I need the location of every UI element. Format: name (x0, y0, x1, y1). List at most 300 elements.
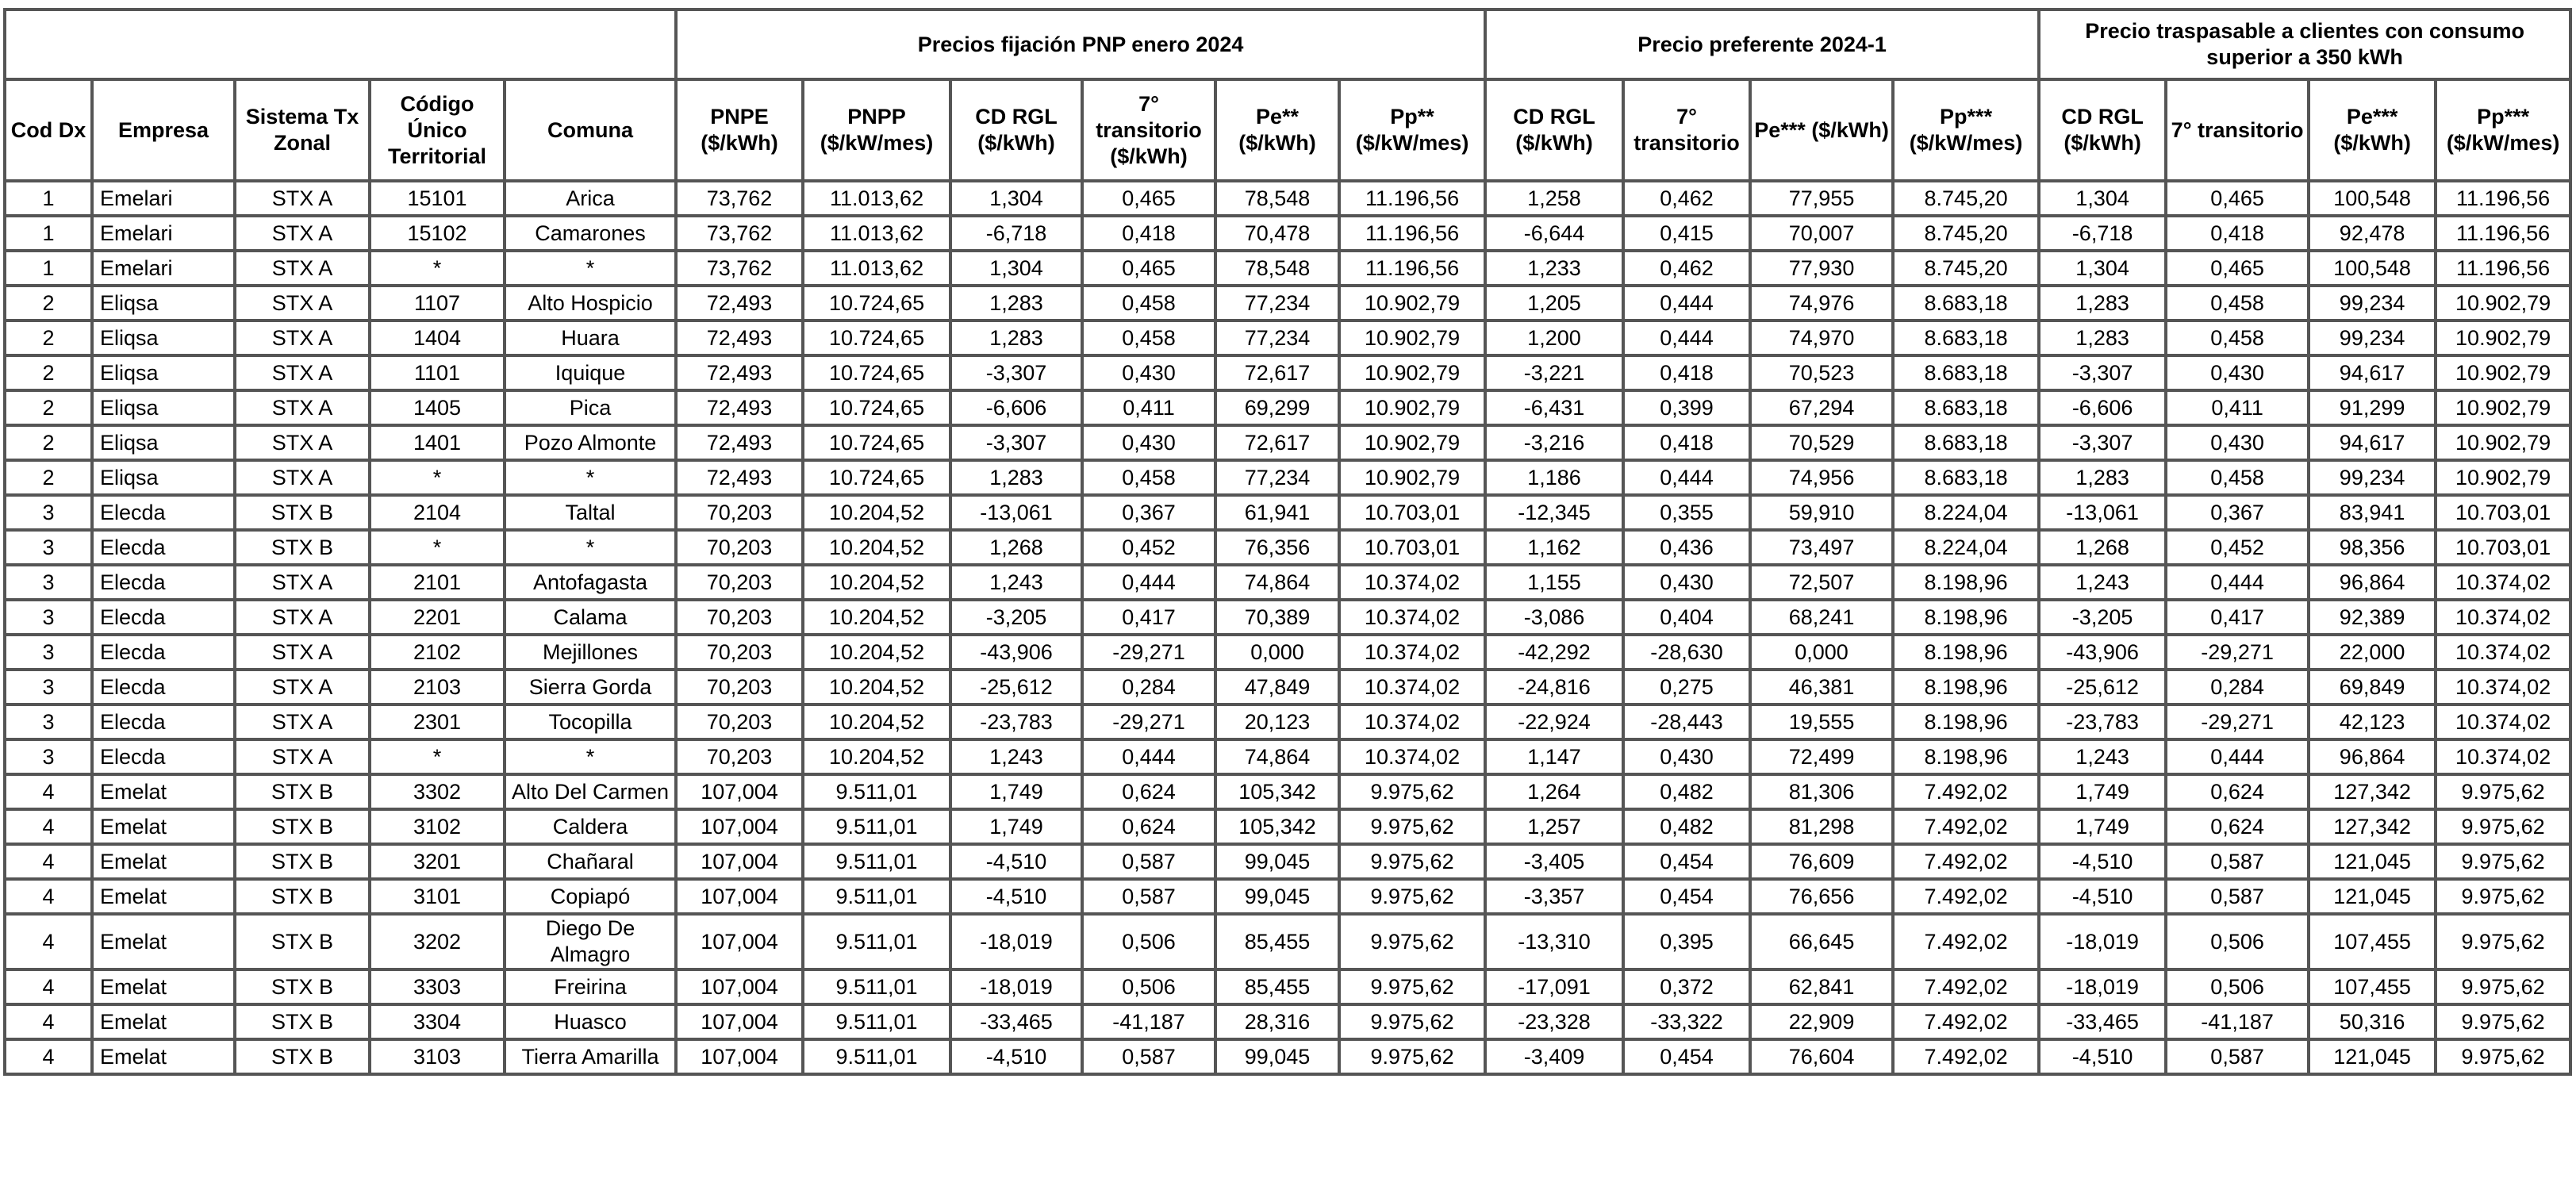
cell-pp-fijacion: 9.975,62 (1339, 844, 1485, 879)
cell-pe-fijacion: 99,045 (1215, 879, 1339, 914)
cell-sistema-tx-zonal: STX A (235, 739, 370, 774)
cell-comuna: Diego De Almagro (505, 914, 676, 969)
cell-codigo-unico-territorial: 3303 (370, 969, 505, 1004)
cell-pnpp: 9.511,01 (803, 809, 950, 844)
table-row (5, 530, 2570, 565)
cell-pnpp: 11.013,62 (803, 181, 950, 216)
cell-pnpe: 107,004 (676, 774, 803, 809)
cell-pe-fijacion: 74,864 (1215, 739, 1339, 774)
cell-pnpe: 72,493 (676, 321, 803, 355)
table-row (5, 460, 2570, 495)
cell-pe-preferente: 70,529 (1750, 425, 1893, 460)
cell-pp-preferente: 8.198,96 (1893, 739, 2039, 774)
cell-transitorio-traspasable: 0,458 (2166, 286, 2309, 321)
cell-comuna: Alto Del Carmen (505, 774, 676, 809)
cell-cd-rgl-fijacion: -3,307 (950, 425, 1082, 460)
table-row (5, 390, 2570, 425)
cell-pnpe: 107,004 (676, 1004, 803, 1039)
cell-pnpe: 70,203 (676, 495, 803, 530)
cell-transitorio-fijacion: 0,465 (1082, 181, 1215, 216)
cell-pe-preferente: 81,298 (1750, 809, 1893, 844)
cell-pe-preferente: 76,604 (1750, 1039, 1893, 1074)
cell-transitorio-traspasable: 0,417 (2166, 600, 2309, 635)
cell-pnpp: 10.204,52 (803, 635, 950, 670)
cell-sistema-tx-zonal: STX B (235, 1039, 370, 1074)
cell-pe-traspasable: 94,617 (2309, 425, 2436, 460)
cell-codigo-unico-territorial: 3101 (370, 879, 505, 914)
cell-pp-traspasable: 11.196,56 (2436, 216, 2570, 251)
cell-cod-dx: 3 (5, 704, 92, 739)
cell-cod-dx: 3 (5, 530, 92, 565)
cell-pnpp: 10.724,65 (803, 425, 950, 460)
cell-empresa: Eliqsa (92, 355, 235, 390)
cell-transitorio-preferente: -28,443 (1623, 704, 1750, 739)
cell-pe-fijacion: 85,455 (1215, 914, 1339, 969)
cell-transitorio-traspasable: 0,452 (2166, 530, 2309, 565)
cell-codigo-unico-territorial: * (370, 251, 505, 286)
cell-cd-rgl-preferente: -13,310 (1485, 914, 1623, 969)
cell-pp-traspasable: 10.902,79 (2436, 286, 2570, 321)
cell-pe-preferente: 67,294 (1750, 390, 1893, 425)
cell-cd-rgl-traspasable: -23,783 (2039, 704, 2166, 739)
cell-pp-preferente: 7.492,02 (1893, 844, 2039, 879)
cell-transitorio-fijacion: 0,411 (1082, 390, 1215, 425)
cell-sistema-tx-zonal: STX A (235, 704, 370, 739)
cell-pe-fijacion: 99,045 (1215, 844, 1339, 879)
cell-transitorio-traspasable: 0,411 (2166, 390, 2309, 425)
cell-pp-preferente: 8.198,96 (1893, 600, 2039, 635)
cell-cd-rgl-preferente: -3,221 (1485, 355, 1623, 390)
table-row (5, 969, 2570, 1004)
cell-pe-fijacion: 69,299 (1215, 390, 1339, 425)
cell-cd-rgl-preferente: -22,924 (1485, 704, 1623, 739)
cell-pp-preferente: 8.198,96 (1893, 565, 2039, 600)
group-header-row (5, 10, 2570, 79)
cell-pe-preferente: 19,555 (1750, 704, 1893, 739)
cell-codigo-unico-territorial: 3102 (370, 809, 505, 844)
cell-transitorio-preferente: 0,430 (1623, 739, 1750, 774)
cell-sistema-tx-zonal: STX A (235, 390, 370, 425)
cell-cod-dx: 2 (5, 425, 92, 460)
cell-cd-rgl-traspasable: -33,465 (2039, 1004, 2166, 1039)
cell-pe-fijacion: 47,849 (1215, 670, 1339, 704)
cell-transitorio-fijacion: 0,506 (1082, 914, 1215, 969)
cell-cd-rgl-fijacion: -23,783 (950, 704, 1082, 739)
cell-pp-fijacion: 10.374,02 (1339, 704, 1485, 739)
cell-transitorio-traspasable: -29,271 (2166, 635, 2309, 670)
cell-pnpe: 107,004 (676, 879, 803, 914)
cell-pe-traspasable: 107,455 (2309, 914, 2436, 969)
table-row (5, 321, 2570, 355)
cell-codigo-unico-territorial: 2101 (370, 565, 505, 600)
cell-pp-fijacion: 10.902,79 (1339, 460, 1485, 495)
cell-pnpp: 10.204,52 (803, 670, 950, 704)
table-row (5, 844, 2570, 879)
cell-pp-fijacion: 9.975,62 (1339, 914, 1485, 969)
table-row (5, 1004, 2570, 1039)
cell-pp-preferente: 8.198,96 (1893, 635, 2039, 670)
cell-transitorio-preferente: -28,630 (1623, 635, 1750, 670)
cell-comuna: Pozo Almonte (505, 425, 676, 460)
cell-pe-traspasable: 121,045 (2309, 879, 2436, 914)
cell-transitorio-fijacion: 0,284 (1082, 670, 1215, 704)
cell-pe-traspasable: 50,316 (2309, 1004, 2436, 1039)
cell-cod-dx: 2 (5, 321, 92, 355)
cell-pe-traspasable: 121,045 (2309, 844, 2436, 879)
cell-pe-preferente: 72,507 (1750, 565, 1893, 600)
cell-pp-preferente: 7.492,02 (1893, 914, 2039, 969)
cell-cd-rgl-fijacion: -4,510 (950, 879, 1082, 914)
cell-pnpe: 72,493 (676, 286, 803, 321)
cell-transitorio-traspasable: 0,430 (2166, 425, 2309, 460)
cell-pe-traspasable: 96,864 (2309, 739, 2436, 774)
cell-pnpp: 9.511,01 (803, 1039, 950, 1074)
cell-cod-dx: 4 (5, 914, 92, 969)
table-row (5, 565, 2570, 600)
cell-comuna: Sierra Gorda (505, 670, 676, 704)
column-header-pnpp: PNPP ($/kW/mes) (803, 79, 950, 181)
cell-pe-traspasable: 92,389 (2309, 600, 2436, 635)
cell-transitorio-preferente: 0,404 (1623, 600, 1750, 635)
cell-comuna: Antofagasta (505, 565, 676, 600)
cell-empresa: Eliqsa (92, 390, 235, 425)
cell-transitorio-traspasable: 0,458 (2166, 460, 2309, 495)
cell-cd-rgl-traspasable: 1,304 (2039, 181, 2166, 216)
cell-pe-preferente: 76,656 (1750, 879, 1893, 914)
cell-transitorio-preferente: 0,454 (1623, 879, 1750, 914)
cell-sistema-tx-zonal: STX B (235, 879, 370, 914)
cell-codigo-unico-territorial: 1107 (370, 286, 505, 321)
cell-cd-rgl-fijacion: 1,268 (950, 530, 1082, 565)
cell-cd-rgl-fijacion: 1,304 (950, 181, 1082, 216)
cell-pe-traspasable: 69,849 (2309, 670, 2436, 704)
cell-cd-rgl-traspasable: -3,307 (2039, 425, 2166, 460)
cell-transitorio-preferente: 0,418 (1623, 425, 1750, 460)
cell-cd-rgl-preferente: -17,091 (1485, 969, 1623, 1004)
cell-pp-preferente: 7.492,02 (1893, 774, 2039, 809)
cell-pe-traspasable: 127,342 (2309, 809, 2436, 844)
cell-empresa: Emelat (92, 969, 235, 1004)
cell-transitorio-preferente: 0,454 (1623, 844, 1750, 879)
table-row (5, 635, 2570, 670)
cell-pe-traspasable: 91,299 (2309, 390, 2436, 425)
cell-cod-dx: 4 (5, 1039, 92, 1074)
cell-pe-preferente: 70,007 (1750, 216, 1893, 251)
cell-pe-traspasable: 100,548 (2309, 181, 2436, 216)
cell-pp-traspasable: 10.703,01 (2436, 530, 2570, 565)
cell-transitorio-traspasable: 0,587 (2166, 844, 2309, 879)
cell-transitorio-fijacion: 0,430 (1082, 355, 1215, 390)
cell-empresa: Eliqsa (92, 321, 235, 355)
table-row (5, 704, 2570, 739)
column-header-cd-rgl-traspasable: CD RGL ($/kWh) (2039, 79, 2166, 181)
table-body (5, 181, 2570, 1074)
cell-comuna: * (505, 530, 676, 565)
cell-pe-fijacion: 105,342 (1215, 774, 1339, 809)
cell-transitorio-preferente: 0,444 (1623, 460, 1750, 495)
cell-transitorio-fijacion: 0,418 (1082, 216, 1215, 251)
cell-cd-rgl-fijacion: -3,205 (950, 600, 1082, 635)
cell-pp-fijacion: 11.196,56 (1339, 216, 1485, 251)
cell-comuna: Freirina (505, 969, 676, 1004)
cell-comuna: Tierra Amarilla (505, 1039, 676, 1074)
cell-pnpe: 70,203 (676, 670, 803, 704)
table-row (5, 1039, 2570, 1074)
cell-cd-rgl-fijacion: 1,749 (950, 809, 1082, 844)
cell-pe-fijacion: 72,617 (1215, 425, 1339, 460)
cell-pe-fijacion: 78,548 (1215, 251, 1339, 286)
cell-cd-rgl-preferente: 1,257 (1485, 809, 1623, 844)
table-row (5, 355, 2570, 390)
cell-pnpp: 10.204,52 (803, 600, 950, 635)
cell-pp-traspasable: 9.975,62 (2436, 879, 2570, 914)
cell-cd-rgl-fijacion: -33,465 (950, 1004, 1082, 1039)
cell-transitorio-traspasable: 0,284 (2166, 670, 2309, 704)
column-header-pnpe: PNPE ($/kWh) (676, 79, 803, 181)
cell-pe-fijacion: 0,000 (1215, 635, 1339, 670)
cell-pp-traspasable: 9.975,62 (2436, 1004, 2570, 1039)
cell-pnpp: 9.511,01 (803, 844, 950, 879)
column-header-cd-rgl-preferente: CD RGL ($/kWh) (1485, 79, 1623, 181)
cell-pnpe: 70,203 (676, 600, 803, 635)
cell-codigo-unico-territorial: 2201 (370, 600, 505, 635)
cell-cod-dx: 4 (5, 809, 92, 844)
cell-transitorio-preferente: 0,372 (1623, 969, 1750, 1004)
cell-codigo-unico-territorial: 15102 (370, 216, 505, 251)
table-row (5, 181, 2570, 216)
cell-transitorio-fijacion: 0,465 (1082, 251, 1215, 286)
cell-cd-rgl-fijacion: -43,906 (950, 635, 1082, 670)
cell-pe-fijacion: 20,123 (1215, 704, 1339, 739)
cell-empresa: Eliqsa (92, 460, 235, 495)
cell-pp-preferente: 8.683,18 (1893, 286, 2039, 321)
cell-pp-preferente: 8.224,04 (1893, 495, 2039, 530)
cell-cd-rgl-traspasable: 1,243 (2039, 565, 2166, 600)
cell-pp-traspasable: 9.975,62 (2436, 914, 2570, 969)
cell-sistema-tx-zonal: STX A (235, 670, 370, 704)
cell-cd-rgl-traspasable: -6,606 (2039, 390, 2166, 425)
cell-pe-fijacion: 77,234 (1215, 321, 1339, 355)
cell-sistema-tx-zonal: STX A (235, 635, 370, 670)
column-header-sistema-tx-zonal: Sistema Tx Zonal (235, 79, 370, 181)
cell-transitorio-fijacion: 0,458 (1082, 286, 1215, 321)
cell-codigo-unico-territorial: 2102 (370, 635, 505, 670)
column-header-cd-rgl-fijacion: CD RGL ($/kWh) (950, 79, 1082, 181)
cell-pe-traspasable: 107,455 (2309, 969, 2436, 1004)
cell-cod-dx: 2 (5, 286, 92, 321)
cell-empresa: Emelat (92, 844, 235, 879)
cell-sistema-tx-zonal: STX A (235, 460, 370, 495)
table-row (5, 670, 2570, 704)
table-row (5, 774, 2570, 809)
cell-pp-fijacion: 10.374,02 (1339, 635, 1485, 670)
cell-empresa: Elecda (92, 495, 235, 530)
cell-sistema-tx-zonal: STX A (235, 216, 370, 251)
cell-transitorio-traspasable: 0,444 (2166, 565, 2309, 600)
cell-pp-fijacion: 9.975,62 (1339, 1004, 1485, 1039)
cell-pe-preferente: 74,956 (1750, 460, 1893, 495)
cell-codigo-unico-territorial: 15101 (370, 181, 505, 216)
cell-pnpp: 11.013,62 (803, 251, 950, 286)
cell-transitorio-traspasable: 0,367 (2166, 495, 2309, 530)
cell-pp-preferente: 8.683,18 (1893, 321, 2039, 355)
cell-pnpp: 9.511,01 (803, 969, 950, 1004)
cell-pp-traspasable: 9.975,62 (2436, 844, 2570, 879)
cell-pnpe: 73,762 (676, 181, 803, 216)
cell-pp-fijacion: 11.196,56 (1339, 181, 1485, 216)
cell-transitorio-fijacion: 0,452 (1082, 530, 1215, 565)
cell-pp-preferente: 7.492,02 (1893, 969, 2039, 1004)
cell-transitorio-traspasable: 0,465 (2166, 181, 2309, 216)
cell-transitorio-preferente: 0,462 (1623, 181, 1750, 216)
cell-comuna: Pica (505, 390, 676, 425)
table-row (5, 251, 2570, 286)
cell-cd-rgl-traspasable: -13,061 (2039, 495, 2166, 530)
cell-cd-rgl-traspasable: 1,283 (2039, 321, 2166, 355)
cell-cd-rgl-fijacion: -6,606 (950, 390, 1082, 425)
cell-pnpp: 10.204,52 (803, 565, 950, 600)
cell-cd-rgl-preferente: -12,345 (1485, 495, 1623, 530)
cell-empresa: Emelari (92, 181, 235, 216)
cell-pp-traspasable: 10.902,79 (2436, 390, 2570, 425)
cell-codigo-unico-territorial: 2103 (370, 670, 505, 704)
cell-empresa: Elecda (92, 530, 235, 565)
cell-pp-fijacion: 10.374,02 (1339, 670, 1485, 704)
cell-cd-rgl-fijacion: -18,019 (950, 914, 1082, 969)
cell-cod-dx: 4 (5, 774, 92, 809)
cell-comuna: Taltal (505, 495, 676, 530)
cell-cd-rgl-traspasable: -3,205 (2039, 600, 2166, 635)
cell-cod-dx: 2 (5, 460, 92, 495)
cell-pnpp: 9.511,01 (803, 879, 950, 914)
cell-pe-preferente: 0,000 (1750, 635, 1893, 670)
cell-pp-traspasable: 10.374,02 (2436, 704, 2570, 739)
cell-transitorio-traspasable: -41,187 (2166, 1004, 2309, 1039)
cell-pp-preferente: 7.492,02 (1893, 809, 2039, 844)
cell-empresa: Emelat (92, 1004, 235, 1039)
cell-pp-traspasable: 11.196,56 (2436, 251, 2570, 286)
cell-pnpp: 10.724,65 (803, 390, 950, 425)
cell-cd-rgl-fijacion: 1,283 (950, 460, 1082, 495)
cell-sistema-tx-zonal: STX A (235, 565, 370, 600)
table-row (5, 425, 2570, 460)
cell-transitorio-fijacion: 0,444 (1082, 565, 1215, 600)
cell-cd-rgl-preferente: 1,186 (1485, 460, 1623, 495)
cell-pp-fijacion: 9.975,62 (1339, 809, 1485, 844)
cell-empresa: Emelat (92, 809, 235, 844)
cell-pnpe: 73,762 (676, 216, 803, 251)
cell-pnpp: 9.511,01 (803, 1004, 950, 1039)
cell-comuna: Iquique (505, 355, 676, 390)
cell-pp-traspasable: 10.374,02 (2436, 670, 2570, 704)
cell-pe-traspasable: 42,123 (2309, 704, 2436, 739)
cell-sistema-tx-zonal: STX A (235, 355, 370, 390)
cell-empresa: Eliqsa (92, 286, 235, 321)
cell-pnpe: 70,203 (676, 635, 803, 670)
cell-codigo-unico-territorial: 3304 (370, 1004, 505, 1039)
cell-cod-dx: 3 (5, 635, 92, 670)
cell-cd-rgl-preferente: -6,431 (1485, 390, 1623, 425)
cell-cd-rgl-fijacion: 1,304 (950, 251, 1082, 286)
table-row (5, 495, 2570, 530)
cell-pp-fijacion: 10.902,79 (1339, 425, 1485, 460)
cell-pnpp: 10.724,65 (803, 460, 950, 495)
cell-empresa: Elecda (92, 565, 235, 600)
cell-pe-preferente: 74,970 (1750, 321, 1893, 355)
cell-pe-preferente: 62,841 (1750, 969, 1893, 1004)
cell-pp-traspasable: 9.975,62 (2436, 969, 2570, 1004)
cell-cod-dx: 1 (5, 216, 92, 251)
column-header-pe-preferente: Pe*** ($/kWh) (1750, 79, 1893, 181)
cell-comuna: Huasco (505, 1004, 676, 1039)
cell-comuna: Tocopilla (505, 704, 676, 739)
cell-sistema-tx-zonal: STX B (235, 1004, 370, 1039)
cell-pe-fijacion: 77,234 (1215, 286, 1339, 321)
cell-pnpe: 107,004 (676, 809, 803, 844)
cell-sistema-tx-zonal: STX B (235, 495, 370, 530)
cell-comuna: * (505, 739, 676, 774)
cell-cd-rgl-traspasable: 1,283 (2039, 460, 2166, 495)
cell-pnpp: 10.204,52 (803, 739, 950, 774)
cell-transitorio-traspasable: 0,465 (2166, 251, 2309, 286)
column-header-pp-fijacion: Pp** ($/kW/mes) (1339, 79, 1485, 181)
cell-cd-rgl-preferente: -6,644 (1485, 216, 1623, 251)
cell-pp-preferente: 7.492,02 (1893, 1039, 2039, 1074)
cell-cod-dx: 4 (5, 879, 92, 914)
cell-transitorio-fijacion: 0,587 (1082, 1039, 1215, 1074)
cell-empresa: Elecda (92, 635, 235, 670)
cell-cd-rgl-traspasable: 1,283 (2039, 286, 2166, 321)
cell-pe-fijacion: 76,356 (1215, 530, 1339, 565)
cell-cd-rgl-fijacion: 1,243 (950, 565, 1082, 600)
table-row (5, 286, 2570, 321)
cell-transitorio-traspasable: 0,444 (2166, 739, 2309, 774)
table-row (5, 600, 2570, 635)
cell-transitorio-fijacion: 0,367 (1082, 495, 1215, 530)
cell-pp-fijacion: 10.374,02 (1339, 565, 1485, 600)
cell-comuna: Arica (505, 181, 676, 216)
group-header-fijacion: Precios fijación PNP enero 2024 (676, 10, 1485, 79)
cell-pnpp: 10.724,65 (803, 286, 950, 321)
cell-transitorio-preferente: 0,444 (1623, 321, 1750, 355)
cell-pnpe: 107,004 (676, 1039, 803, 1074)
cell-transitorio-fijacion: 0,506 (1082, 969, 1215, 1004)
cell-pp-preferente: 8.683,18 (1893, 390, 2039, 425)
cell-cd-rgl-traspasable: -25,612 (2039, 670, 2166, 704)
cell-cd-rgl-preferente: 1,155 (1485, 565, 1623, 600)
cell-pe-preferente: 73,497 (1750, 530, 1893, 565)
cell-cd-rgl-preferente: 1,264 (1485, 774, 1623, 809)
cell-codigo-unico-territorial: 3103 (370, 1039, 505, 1074)
cell-pe-fijacion: 70,478 (1215, 216, 1339, 251)
cell-transitorio-fijacion: -41,187 (1082, 1004, 1215, 1039)
cell-cd-rgl-fijacion: -4,510 (950, 844, 1082, 879)
cell-sistema-tx-zonal: STX A (235, 425, 370, 460)
cell-sistema-tx-zonal: STX B (235, 969, 370, 1004)
cell-cd-rgl-fijacion: -3,307 (950, 355, 1082, 390)
cell-codigo-unico-territorial: * (370, 460, 505, 495)
cell-cd-rgl-traspasable: 1,304 (2039, 251, 2166, 286)
cell-transitorio-traspasable: 0,430 (2166, 355, 2309, 390)
table-row (5, 216, 2570, 251)
table-row (5, 739, 2570, 774)
cell-cd-rgl-traspasable: -18,019 (2039, 969, 2166, 1004)
cell-pe-traspasable: 99,234 (2309, 321, 2436, 355)
cell-pp-traspasable: 10.374,02 (2436, 635, 2570, 670)
cell-pe-fijacion: 70,389 (1215, 600, 1339, 635)
cell-cd-rgl-traspasable: -3,307 (2039, 355, 2166, 390)
cell-empresa: Emelat (92, 879, 235, 914)
